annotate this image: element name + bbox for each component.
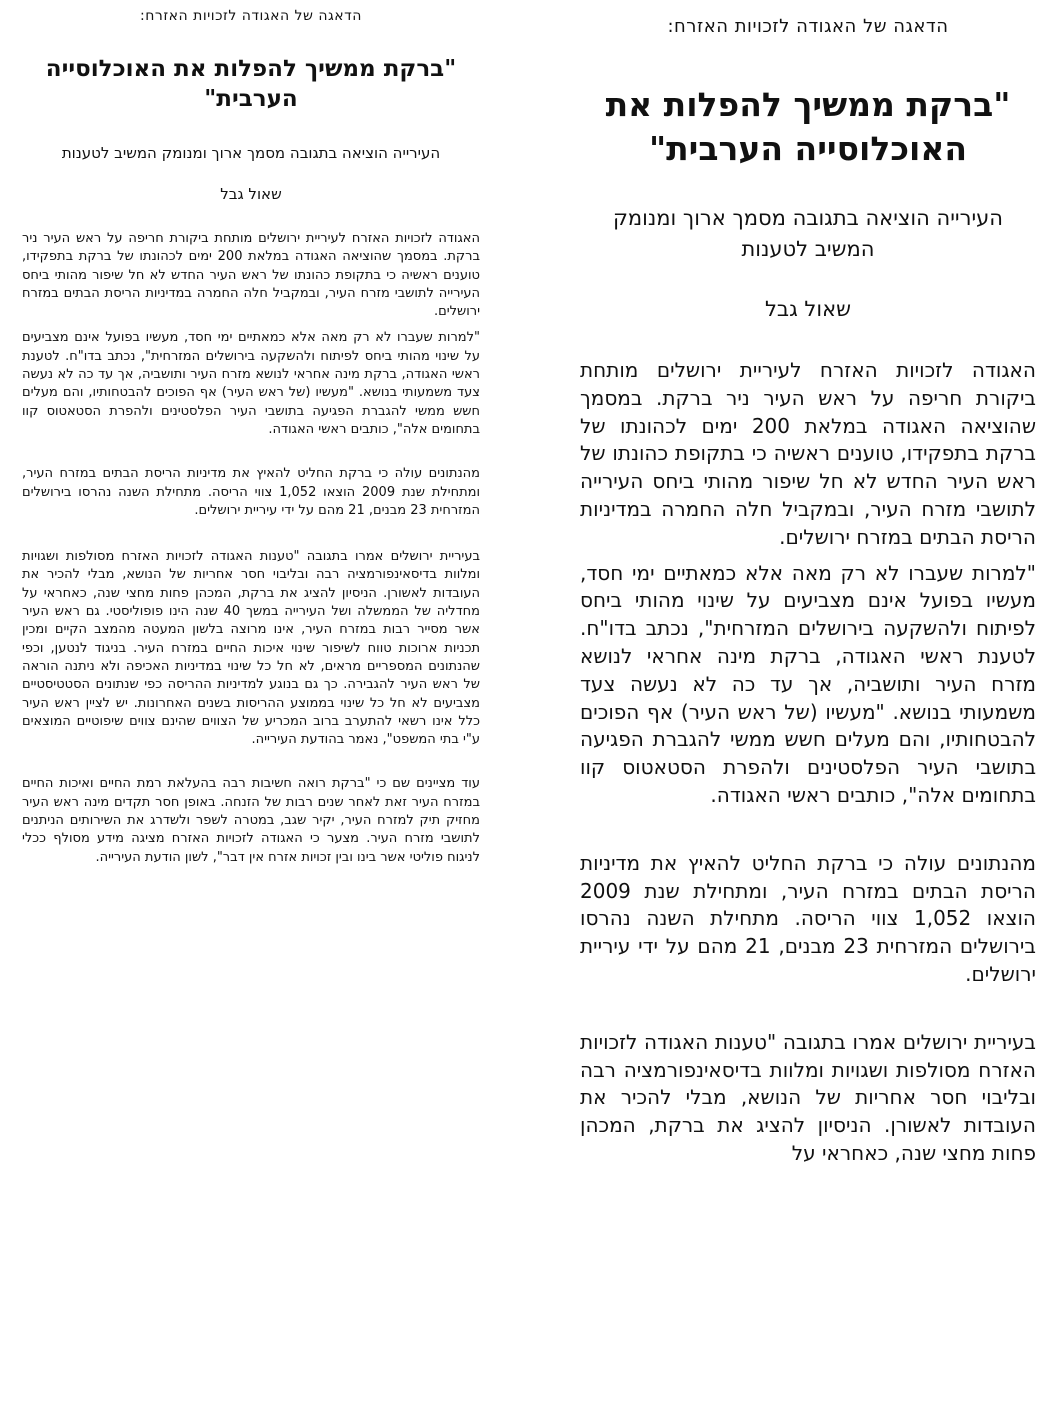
article-byline: שאול גבל: [220, 185, 282, 203]
article-paragraph: האגודה לזכויות האזרח לעיריית ירושלים מותחת ביקורת חריפה על ראש העיר ניר ברקת. במסמך שהוציאה האגודה במלאת 200 ימים לכהונתו של ברקת בתפקידו, טוענים ראשיה כי בתקופת כהונתו של ראש העיר החדש לא חל שיפור מהותי ביחס העירייה לתושבי מזרח העיר, ובמקביל חלה החמרה במדיניות הריסת הבתים במזרח ירושלים.: [580, 358, 1036, 549]
article-paragraph: "למרות שעברו לא רק מאה אלא כמאתיים ימי חסד, מעשיו בפועל אינם מצביעים על שינוי מהותי ביחס לפיתוח ולהשקעה בירושלים המזרחית", נכתב בדו"ח. לטענת ראשי האגודה, ברקת מינה אחראי לנושא מזרח העיר ותושביה, אך עד כה לא נעשה צעד משמעותי בנושא. "מעשיו (של ראש העיר) אף הפוכים להבטחותיו, והם מעלים חשש ממשי להגברת הפגיעה בתושבי העיר הפלסטינים ולהפרת הסטאטוס קוו בתחומים אלה", כותבים ראשי האגודה.: [22, 330, 480, 437]
article-column-small-print: [22, 0, 480, 867]
article-paragraph: "למרות שעברו לא רק מאה אלא כמאתיים ימי חסד, מעשיו בפועל אינם מצביעים על שינוי מהותי ביחס לפיתוח ולהשקעה בירושלים המזרחית", נכתב בדו"ח. לטענת ראשי האגודה, ברקת מינה אחראי לנושא מזרח העיר ותושביה, אך עד כה לא נעשה צעד משמעותי בנושא. "מעשיו (של ראש העיר) אף הפוכים להבטחותיו, והם מעלים חשש ממשי להגברת הפגיעה בתושבי העיר הפלסטינים ולהפרת הסטאטוס קוו בתחומים אלה", כותבים ראשי האגודה.: [580, 560, 1036, 807]
article-subhead: העירייה הוציאה בתגובה מסמך ארוך ומנומק המשיב לטענות: [612, 206, 1004, 261]
article-paragraph: מהנתונים עולה כי ברקת החליט להאיץ את מדיניות הריסת הבתים במזרח העיר, ומתחילת שנת 2009 הוצאו 1,052 צווי הריסה. מתחילת השנה נהרסו בירושלים המזרחית 23 מבנים, 21 מהם על ידי עיריית ירושלים.: [580, 850, 1036, 986]
article-subhead: העירייה הוציאה בתגובה מסמך ארוך ומנומק המשיב לטענות: [61, 144, 441, 162]
article-paragraph: בעיריית ירושלים אמרו בתגובה "טענות האגודה לזכויות האזרח מסולפות ושגויות ומלוות בדיסאינפורמציה רבה ובליבוי חסר אחריות של הנושא, מבלי להכיר את העובדות לאשורן. הניסיון להציג את ברקת, המכהן פחות מחצי שנה, כאחראי על: [580, 1029, 1036, 1165]
article-paragraph: מהנתונים עולה כי ברקת החליט להאיץ את מדיניות הריסת הבתים במזרח העיר, ומתחילת שנת 2009 הוצאו 1,052 צווי הריסה. מתחילת השנה נהרסו בירושלים המזרחית 23 מבנים, 21 מהם על ידי עיריית ירושלים.: [22, 466, 481, 518]
article-paragraph: האגודה לזכויות האזרח לעיריית ירושלים מותחת ביקורת חריפה על ראש העיר ניר ברקת. במסמך שהוציאה האגודה במלאת 200 ימים לכהונתו של ברקת בתפקידו, טוענים ראשיה כי בתקופת כהונתו של ראש העיר החדש לא חל שיפור מהותי ביחס העירייה לתושבי מזרח העיר, ובמקביל חלה החמרה במדיניות הריסת הבתים במזרח ירושלים.: [22, 231, 481, 320]
article-paragraph: בעיריית ירושלים אמרו בתגובה "טענות האגודה לזכויות האזרח מסולפות ושגויות ומלוות בדיסאינפורמציה רבה ובליבוי חסר אחריות של הנושא, מבלי להכיר את העובדות לאשורן. הניסיון להציג את ברקת, המכהן פחות מחצי שנה, כאחראי על מחדליה של הממשלה ושל העירייה במשך 40 שנה הינו פופוליסטי. גם ראש העיר אשר מסייר רבות במזרח העיר, אינו מרוצה בלשון המעטה מהמצב הקיים ומכין תכניות ארוכות טווח לשיפור שינוי איכות החיים במזרח העיר. בניגוד לנטען, וכפי שהנתונים המספריים מראים, לא חל כל שינוי במדיניות האכיפה ולא ניתנה הוראה של ראש העיר להגבירה. כך גם בנוגע למדיניות ההריסה כפי שנתונים הסטטיסטיים מצביעים לא חל כל שינוי בממוצע ההריסות בשנים האחרונות. יש לציין ראש העיר כלל אינו רשאי להתערב ברוב המכריע של הצווים שהינם צווים שיפוטיים המוצאים ע"י בתי המשפט", נאמר בהודעת העירייה.: [22, 549, 480, 748]
article-byline: שאול גבל: [765, 297, 851, 321]
article-paragraph: עוד מציינים שם כי "ברקת רואה חשיבות רבה בהעלאת רמת החיים ואיכות החיים במזרח העיר זאת לאחר שנים רבות של הזנחה. באופן חסר תקדים מינה ראש העיר מחזיק תיק למזרח העיר, יקיר שגב, במטרה לשפר ולשדרג את השירותים הניתנים לתושבי מזרח העיר. מצער כי האגודה לזכויות האזרח מציגה מידע מסולף ככלי לניגוח פוליטי אשר בינו ובין זכויות אזרח אין דבר", לשון הודעת העירייה.: [22, 776, 480, 865]
article-headline: "ברקת ממשיך להפלות את האוכלוסייה הערבית": [45, 56, 457, 112]
article-headline: "ברקת ממשיך להפלות את האוכלוסייה הערבית": [605, 85, 1011, 168]
article-kicker: הדאגה של האגודה לזכויות האזרח:: [667, 16, 949, 37]
article-column-large-print: [580, 0, 1036, 1168]
article-kicker: הדאגה של האגודה לזכויות האזרח:: [140, 8, 362, 24]
